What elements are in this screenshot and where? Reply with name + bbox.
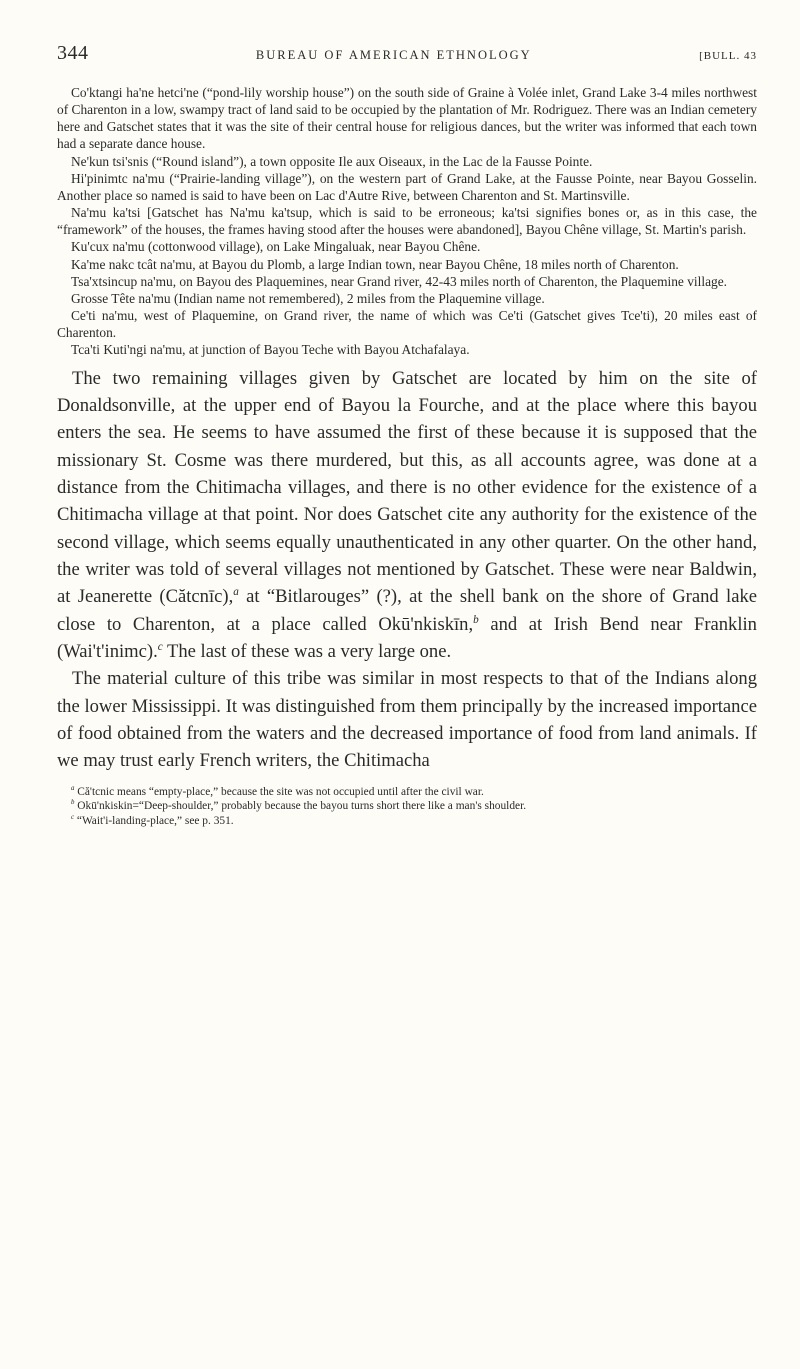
footnote xyxy=(57,814,757,829)
body-text-span: The last of these was a very large one. xyxy=(162,640,452,662)
book-page xyxy=(57,42,757,828)
footnote-mark: b xyxy=(71,799,75,807)
village-entry: Ce'ti na'mu, west of Plaquemine, on Grand river, the name of which was Ce'ti (Gatschet gives Tce'ti), 20 miles east of Charenton. xyxy=(57,308,757,341)
body-text-span: and at Irish Bend near Franklin (Wai't'inimc). xyxy=(57,613,757,662)
footnote-text: Că'tcnic means “empty-place,” because the site was not occupied until after the civil war. xyxy=(77,785,484,798)
village-entry: Tca'ti Kuti'ngi na'mu, at junction of Bayou Teche with Bayou Atchafalaya. xyxy=(71,342,470,358)
village-entry: Ne'kun tsi'snis (“Round island”), a town opposite Ile aux Oiseaux, in the Lac de la Fausse Pointe. xyxy=(71,153,593,169)
footnote-marker: a xyxy=(233,586,239,599)
body-text-span: The two remaining villages given by Gatschet are located by him on the site of Donaldsonville, at the upper end of Bayou la Fourche, and at the place where this bayou enters the sea. He seems to have assumed the first of these because it is supposed that the missionary St. Cosme was there murdered, but this, as all accounts agree, was done at a distance from the Chitimacha villages, and there is no other evidence for the existence of a Chitimacha village at that point. Nor does Gatschet cite any authority for the existence of the second village, which seems equally unauthenticated in any other quarter. On the other hand, the writer was told of several villages not mentioned by Gatschet. These were near Baldwin, at Jeanerette (Cătcnīc), xyxy=(57,367,757,608)
footnote-marker: b xyxy=(473,613,479,626)
page-number: 344 xyxy=(57,42,89,64)
village-entry: Grosse Tête na'mu (Indian name not remembered), 2 miles from the Plaquemine village. xyxy=(71,290,545,306)
village-entry: Na'mu ka'tsi [Gatschet has Na'mu ka'tsup, which is said to be erroneous; ka'tsi signifies bones or, as in this case, the “framework” of the houses, the frames having stood after the houses were abandoned], Bayou Chêne village, St. Martin's parish. xyxy=(57,205,757,238)
village-entry: Ku'cux na'mu (cottonwood village), on Lake Mingaluak, near Bayou Chêne. xyxy=(71,239,481,255)
body-paragraph xyxy=(57,365,757,666)
footnote-mark: c xyxy=(71,814,75,822)
body-text-span: at “Bitlarouges” (?), at the shell bank on the shore of Grand lake close to Charenton, at a place called Okū'nkiskīn, xyxy=(57,586,758,635)
page-header xyxy=(57,42,757,68)
body-text xyxy=(57,365,757,775)
footnotes xyxy=(57,785,757,829)
footnote xyxy=(57,785,757,800)
village-entry: Tsa'xtsincup na'mu, on Bayou des Plaquemines, near Grand river, 42-43 miles north of Charenton, the Plaquemine village. xyxy=(71,273,727,289)
footnote-text: Okū'nkiskin=“Deep-shoulder,” probably because the bayou turns short there like a man's shoulder. xyxy=(77,800,527,813)
bulletin-reference: [BULL. 43 xyxy=(699,50,757,62)
village-list xyxy=(57,84,757,359)
footnote-text: “Wait'i-landing-place,” see p. 351. xyxy=(76,814,234,827)
village-entry: Co'ktangi ha'ne hetci'ne (“pond-lily worship house”) on the south side of Graine à Volée inlet, Grand Lake 3-4 miles northwest of Charenton in a low, swampy tract of land said to be occupied by the plantation of Mr. Rodriguez. There was an Indian cemetery here and Gatschet states that it was the site of their central house for religious dances, but the writer was informed that each town had a separate dance house. xyxy=(57,85,757,152)
running-head: BUREAU OF AMERICAN ETHNOLOGY xyxy=(255,48,532,62)
body-paragraph: The material culture of this tribe was similar in most respects to that of the Indians along the lower Mississippi. It was distinguished from them principally by the increased importance of food obtained from the waters and the decreased importance of food from land animals. If we may trust early French writers, the Chitimacha xyxy=(57,668,757,772)
footnote xyxy=(57,799,757,814)
footnote-mark: a xyxy=(71,784,75,792)
village-entry: Hi'pinimtc na'mu (“Prairie-landing village”), on the western part of Grand Lake, at the Fausse Pointe, near Bayou Gosselin. Another place so named is said to have been on Lac d'Autre Rive, between Charenton and St. Martinsville. xyxy=(57,170,757,203)
village-entry: Ka'me nakc tcât na'mu, at Bayou du Plomb, a large Indian town, near Bayou Chêne, 18 miles north of Charenton. xyxy=(71,256,679,272)
footnote-marker: c xyxy=(157,640,163,653)
